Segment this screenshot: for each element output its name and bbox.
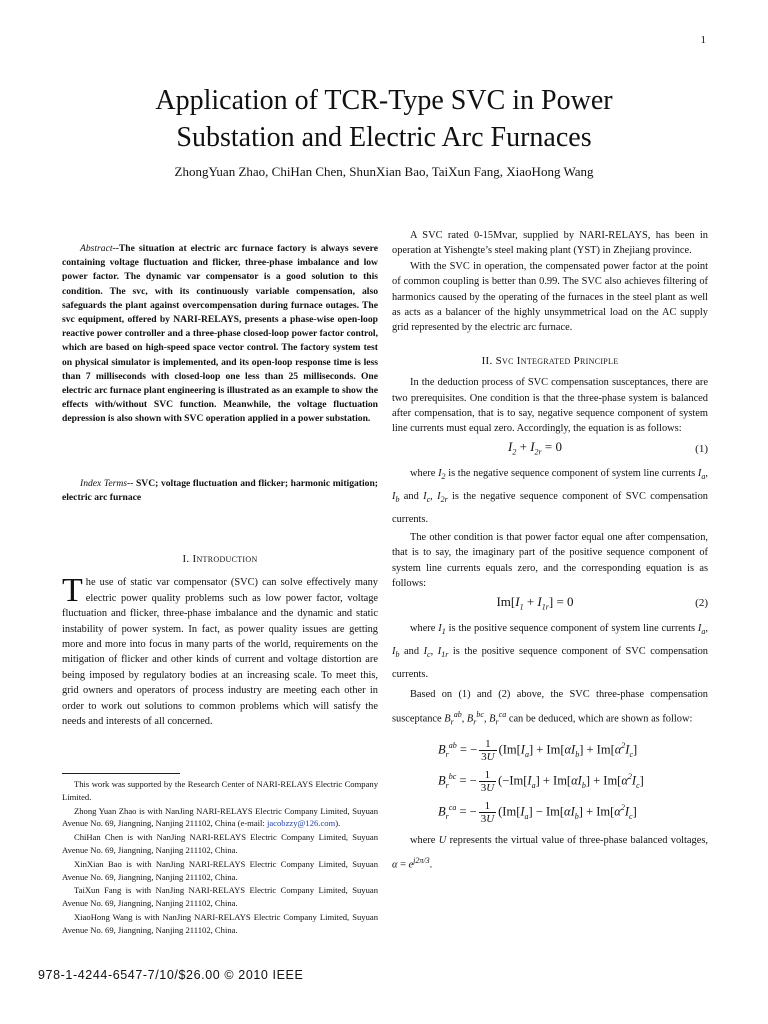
paper-title xyxy=(0,82,768,156)
section-1-heading: I. Introduction xyxy=(182,553,258,565)
footnote-divider xyxy=(62,773,180,774)
section-2-para-5: Based on (1) and (2) above, the SVC three-phase compensation susceptance $B_r^{ab}$, $B_r^{bc}$, $B_r^{ca}$ can be deduced, which are shown as follow: xyxy=(392,688,708,727)
section-2-para-2: where $I_2$ is the negative sequence component of system line currents $I_a$, $I_b$ and $I_c$, $I_{2r}$ is the negative sequence component of SVC compensation currents. xyxy=(392,467,708,526)
isbn-copyright: 978-1-4244-6547-7/10/$26.00 © 2010 IEEE xyxy=(38,968,304,982)
footnote-author-5: XiaoHong Wang is with NanJing NARI-RELAYS Electric Company Limited, Suyuan Avenue No. 69, Jiangning, Nanjing 211102, China. xyxy=(62,911,378,935)
footnote-author-2: ChiHan Chen is with NanJing NARI-RELAYS Electric Company Limited, Suyuan Avenue No. 69, Jiangning, Nanjing 211102, China. xyxy=(62,832,378,855)
equation-1: $I_2 + I_{2r} = 0$ (1) xyxy=(508,438,708,457)
abstract-label: Abstract xyxy=(80,243,113,254)
title-line-1: Application of TCR-Type SVC in Power xyxy=(155,85,613,116)
footnote-author-3: XinXian Bao is with NanJing NARI-RELAYS Electric Company Limited, Suyuan Avenue No. 69, Jiangning, Nanjing 211102, China. xyxy=(62,858,378,882)
index-terms-text: -- SVC; voltage fluctuation and flicker; harmonic mitigation; electric arc furnace xyxy=(62,478,378,504)
equation-bab: $B_r^{ab}$ = − $\frac{1}{3U}$ ($Im[I_a] + Im[\alpha I_b] + Im[\alpha^2I_c]$ xyxy=(438,738,638,764)
section-2-heading: II. Svc Integrated Principle xyxy=(481,354,619,367)
footnotes xyxy=(62,778,378,938)
footnote-funding: This work was supported by the Research Center of NARI-RELAYS Electric Company Limited. xyxy=(62,779,378,802)
index-terms-label: Index Terms xyxy=(80,478,127,489)
drop-cap: T xyxy=(62,572,83,610)
section-2-para-4: where $I_1$ is the positive sequence component of system line currents $I_a$, $I_b$ and $I_c$, $I_{1r}$ is the positive sequence component of SVC compensation currents. xyxy=(392,622,708,680)
intro-continued-2: With the SVC in operation, the compensated power factor at the point of common coupling is better than 0.99. The SVC also achieves filtering of harmonics caused by the operating of the furnaces in the steel plant as well as acts as a balancer of the highly unsymmetrical load on the AC supply grid represented by the electric arc furnace. xyxy=(392,260,708,334)
abstract xyxy=(62,242,378,427)
equation-bbc: $B_r^{bc}$ = − $\frac{1}{3U}$ ($-Im[I_a] + Im[\alpha I_b] + Im[\alpha^2I_c]$ xyxy=(438,769,644,795)
intro-paragraph: The use of static var compensator (SVC) can solve effectively many electric power quality problems such as low power factor, voltage fluctuation and flicker, three-phase imbalance and the dynamic and static instability of power system. In fact, as power quality issues are getting more and more into focus in many parts of the world, requirements on the mitigation of flicker and other kinds of current and voltage distortion are being imposed by regulatory bodies at an increasing scale. To meet this, grid owners and operators of process industry are meeting each other in order to work out solutions to common problems which will satisfy the needs and interests of all concerned. xyxy=(62,572,378,728)
equation-2: $Im[I_1 + I_{1r}] = 0$ (2) xyxy=(496,593,708,612)
section-introduction xyxy=(62,552,378,729)
author-list: ZhongYuan Zhao, ChiHan Chen, ShunXian Bao, TaiXun Fang, XiaoHong Wang xyxy=(174,164,594,179)
section-2-para-1: In the deduction process of SVC compensation susceptances, there are two prerequisites. One condition is that the three-phase system is balanced after compensation, that is to say, negative sequence component of system line currents must equal zero. Accordingly, the equation is as follows: xyxy=(392,377,708,435)
page-number: 1 xyxy=(700,34,706,46)
abstract-text: --The situation at electric arc furnace factory is always severe containing voltage fluctuation and flicker, three-phase imbalance and low power factor. The dynamic var compensator is a good solution to this condition. The svc, with its continuously variable compensation, also safeguards the plant against overcompensation during furnace outages. The svc equipment, offered by NARI-RELAYS, presents a phase-wise open-loop reactive power controller and a three-phase closed-loop power factor control, which are based on high-speed space vector control. The factory system test on physical simulator is implemented, and its open-loop response time is less than 7 milliseconds with closed-loop one less than 25 milliseconds. One electric arc furnace plant engineering is illustrated as an example to show the effects with/without SVC function. Meanwhile, the voltage fluctuation depression is also shown with SVC operation applied in a power substation. xyxy=(62,243,378,425)
section-2-para-6: where U represents the virtual value of three-phase balanced voltages, $\alpha = e^{j2\pi/3}$. xyxy=(392,835,708,871)
right-column xyxy=(392,228,708,876)
title-line-2: Substation and Electric Arc Furnaces xyxy=(176,122,592,153)
intro-continued-1: A SVC rated 0-15Mvar, supplied by NARI-RELAYS, has been in operation at Yishengte’s steel making plant (YST) in Zhejiang province. xyxy=(392,230,708,257)
email-link[interactable]: jacobzzy@126.com xyxy=(266,818,336,829)
footnote-author-4: TaiXun Fang is with NanJing NARI-RELAYS Electric Company Limited, Suyuan Avenue No. 69, Jiangning, Nanjing 211102, China. xyxy=(62,885,378,909)
equation-bca: $B_r^{ca}$ = − $\frac{1}{3U}$ ($Im[I_a] - Im[\alpha I_b] + Im[\alpha^2I_c]$ xyxy=(438,800,637,826)
footnote-author-1: Zhong Yuan Zhao is with NanJing NARI-RELAYS Electric Company Limited, Suyuan Avenue No. 69, Jiangning, Nanjing 211102, China (e-mail: jacobzzy@126.com). xyxy=(62,805,378,829)
index-terms xyxy=(62,477,378,505)
section-2-para-3: The other condition is that power factor equal one after compensation, that is to say, the imaginary part of the positive sequence component of system line currents equals zero, and the corresponding equation is as follows: xyxy=(392,532,708,590)
